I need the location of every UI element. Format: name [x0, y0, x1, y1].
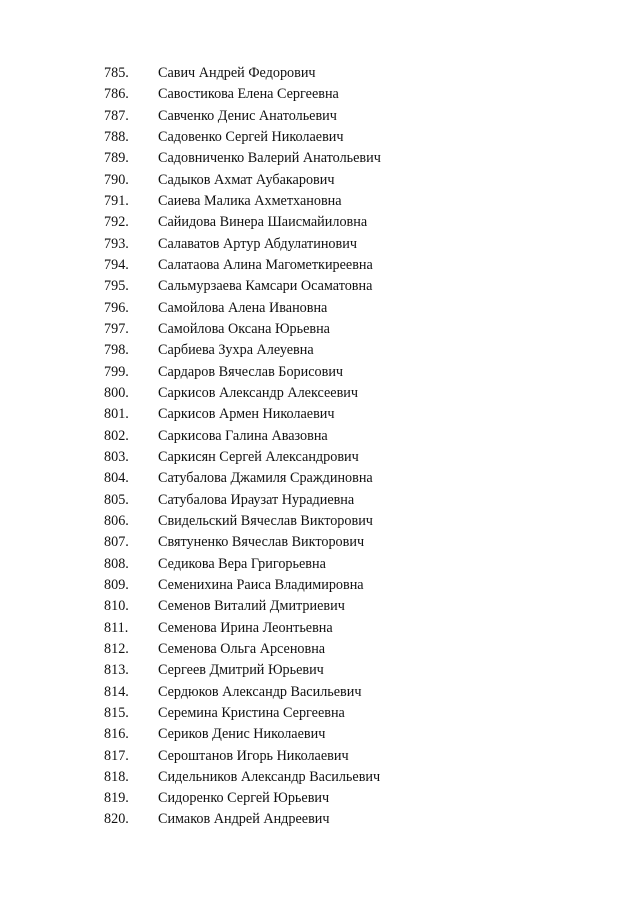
- list-item-fullname: Семенихина Раиса Владимировна: [158, 576, 364, 593]
- list-item: [0, 191, 640, 212]
- list-item-number: 788.: [104, 128, 129, 145]
- list-item-fullname: Сардаров Вячеслав Борисович: [158, 363, 344, 380]
- list-item: [0, 404, 640, 425]
- list-item: [0, 575, 640, 596]
- list-item: [0, 148, 640, 169]
- list-item-fullname: Сидоренко Сергей Юрьевич: [158, 790, 330, 807]
- list-item-fullname: Саркисова Галина Авазовна: [158, 427, 328, 444]
- list-item-fullname: Савич Андрей Федорович: [158, 65, 316, 81]
- list-item-fullname: Семенова Ольга Арсеновна: [158, 640, 326, 657]
- list-item-number: 796.: [104, 299, 129, 316]
- list-item-fullname: Самойлова Оксана Юрьевна: [158, 320, 330, 337]
- list-item-number: 817.: [104, 747, 129, 764]
- list-item: [0, 340, 640, 361]
- list-item: [0, 596, 640, 617]
- list-item-fullname: Садыков Ахмат Аубакарович: [158, 171, 335, 188]
- list-item-number: 793.: [104, 235, 129, 252]
- list-item: [0, 682, 640, 703]
- list-item-fullname: Семенов Виталий Дмитриевич: [158, 598, 345, 615]
- list-item-number: 816.: [104, 726, 129, 743]
- list-item-number: 818.: [104, 768, 129, 785]
- list-item-number: 810.: [104, 598, 129, 615]
- list-item: [0, 234, 640, 255]
- list-item-fullname: Серемина Кристина Сергеевна: [158, 704, 345, 721]
- list-item: [0, 255, 640, 276]
- list-item-fullname: Сердюков Александр Васильевич: [158, 683, 362, 700]
- list-item-number: 785.: [104, 65, 129, 81]
- list-item-number: 792.: [104, 214, 129, 231]
- list-item-number: 813.: [104, 662, 129, 679]
- list-item: [0, 276, 640, 297]
- list-item: [0, 660, 640, 681]
- list-item-fullname: Сатубалова Джамиля Сраждиновна: [158, 470, 373, 487]
- list-item-number: 811.: [104, 619, 129, 636]
- list-item-number: 801.: [104, 406, 129, 423]
- list-item: [0, 63, 640, 84]
- list-item-fullname: Сериков Денис Николаевич: [158, 726, 326, 743]
- list-item-number: 791.: [104, 192, 129, 209]
- list-item-fullname: Саркисов Армен Николаевич: [158, 406, 335, 423]
- list-item-number: 814.: [104, 683, 129, 700]
- list-item: [0, 618, 640, 639]
- list-item: [0, 170, 640, 191]
- list-item-number: 798.: [104, 342, 129, 359]
- list-item-fullname: Сальмурзаева Камсари Осаматовна: [158, 278, 373, 295]
- list-item: [0, 554, 640, 575]
- list-item-number: 807.: [104, 534, 129, 551]
- list-item-fullname: Симаков Андрей Андреевич: [158, 811, 330, 828]
- list-item-number: 806.: [104, 512, 129, 529]
- list-item-number: 819.: [104, 790, 129, 807]
- list-item: [0, 724, 640, 745]
- list-item-fullname: Святуненко Вячеслав Викторович: [158, 534, 365, 551]
- list-item-fullname: Саркисян Сергей Александрович: [158, 448, 359, 465]
- list-item-fullname: Савченко Денис Анатольевич: [158, 107, 337, 124]
- list-item-number: 809.: [104, 576, 129, 593]
- list-item: [0, 788, 640, 809]
- list-item-fullname: Салаватов Артур Абдулатинович: [158, 235, 357, 252]
- list-item-fullname: Семенова Ирина Леонтьевна: [158, 619, 333, 636]
- list-item-fullname: Сатубалова Ираузат Нурадиевна: [158, 491, 355, 508]
- list-item-fullname: Самойлова Алена Ивановна: [158, 299, 328, 316]
- list-item: [0, 703, 640, 724]
- list-item-number: 795.: [104, 278, 129, 295]
- list-item-number: 790.: [104, 171, 129, 188]
- list-item-number: 799.: [104, 363, 129, 380]
- list-item-number: 802.: [104, 427, 129, 444]
- list-item: [0, 383, 640, 404]
- list-item-fullname: Садовенко Сергей Николаевич: [158, 128, 344, 145]
- list-item-fullname: Савостикова Елена Сергеевна: [158, 86, 339, 103]
- list-item: [0, 298, 640, 319]
- numbered-name-list: [0, 63, 640, 831]
- list-item-fullname: Свидельский Вячеслав Викторович: [158, 512, 373, 529]
- list-item: [0, 809, 640, 830]
- list-item: [0, 746, 640, 767]
- list-item-fullname: Седикова Вера Григорьевна: [158, 555, 326, 572]
- list-item-fullname: Сероштанов Игорь Николаевич: [158, 747, 349, 764]
- list-item: [0, 639, 640, 660]
- list-item-fullname: Саиева Малика Ахметхановна: [158, 192, 342, 209]
- list-item-fullname: Сарбиева Зухра Алеуевна: [158, 342, 314, 359]
- list-item-fullname: Сайидова Винера Шаисмайиловна: [158, 214, 368, 231]
- list-item-fullname: Сидельников Александр Васильевич: [158, 768, 381, 785]
- list-item: [0, 362, 640, 383]
- list-item-fullname: Сергеев Дмитрий Юрьевич: [158, 662, 324, 679]
- list-item-number: 787.: [104, 107, 129, 124]
- list-item-number: 800.: [104, 384, 129, 401]
- list-item: [0, 106, 640, 127]
- list-item-number: 789.: [104, 150, 129, 167]
- list-item: [0, 84, 640, 105]
- list-item-number: 815.: [104, 704, 129, 721]
- list-item-number: 794.: [104, 256, 129, 273]
- list-item: [0, 511, 640, 532]
- list-item-number: 812.: [104, 640, 129, 657]
- list-item: [0, 319, 640, 340]
- list-item: [0, 127, 640, 148]
- list-item-number: 797.: [104, 320, 129, 337]
- list-item-number: 804.: [104, 470, 129, 487]
- list-item: [0, 490, 640, 511]
- list-item: [0, 468, 640, 489]
- list-item-fullname: Саркисов Александр Алексеевич: [158, 384, 359, 401]
- list-item-fullname: Садовниченко Валерий Анатольевич: [158, 150, 381, 167]
- list-item-number: 808.: [104, 555, 129, 572]
- list-item: [0, 426, 640, 447]
- list-item: [0, 532, 640, 553]
- list-item: [0, 767, 640, 788]
- list-item-number: 805.: [104, 491, 129, 508]
- list-item: [0, 212, 640, 233]
- list-item-fullname: Салатаова Алина Магометкиреевна: [158, 256, 373, 273]
- list-item-number: 820.: [104, 811, 129, 828]
- list-item-number: 786.: [104, 86, 129, 103]
- list-item-number: 803.: [104, 448, 129, 465]
- list-item: [0, 447, 640, 468]
